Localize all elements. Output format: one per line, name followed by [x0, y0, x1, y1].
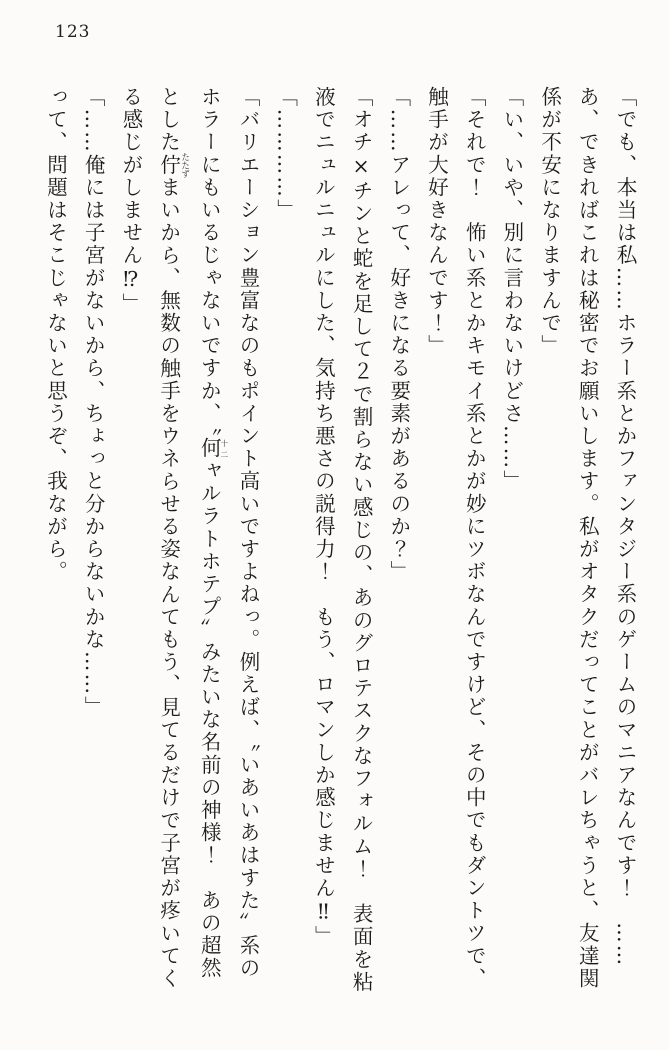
- text-line: 「それで！ 怖い系とかキモイ系とかが妙にツボなんですけど、その中でもダントツで、: [462, 86, 487, 990]
- line-segment: ホラーにもいるじゃないですか、〝: [197, 86, 222, 438]
- text-line: 「…………」: [273, 86, 298, 222]
- furigana-text: たたず: [179, 152, 190, 178]
- text-line: って、問題はそこじゃないと思うぞ、我ながら。: [43, 86, 68, 584]
- text-line: 触手が大好きなんです！」: [424, 86, 449, 358]
- furigana-ruby-annotation: [156, 152, 190, 178]
- line-segment: ャルラトホテプ〟みたいな名前の神様！ あの超然: [197, 459, 222, 980]
- text-line: 「い、いや、別に言わないけどさ……」: [499, 86, 524, 493]
- text-line: 「バリエーション豊富なのもポイント高いですよねっ。例えば、〝いあいあはすた〟系の: [235, 86, 260, 980]
- footnote-ruby-annotation: [197, 437, 229, 460]
- text-line: 「……アレって、好きになる要素があるのか？」: [386, 86, 411, 584]
- text-line: 「……俺には子宮がないから、ちょっと分からないかな……」: [81, 86, 106, 719]
- page-number: 123: [55, 22, 91, 42]
- line-segment: とした: [156, 86, 181, 154]
- ruby-base: 何: [197, 437, 222, 460]
- footnote-number: 十二: [219, 437, 229, 460]
- text-line: る感じがしません⁉」: [118, 86, 143, 316]
- text-line: 液でニュルニュルにした、気持ち悪さの説得力！ もう、ロマンしか感じません‼」: [311, 86, 336, 949]
- line-segment: まいから、無数の触手をウネらせる姿なんてもう、見てるだけで子宮が疼いてく: [156, 176, 181, 991]
- ruby-base: 佇: [156, 152, 181, 178]
- text-line: あ、できればこれは秘密でお願いします。私がオタクだってことがバレちゃうと、友達関: [575, 86, 600, 990]
- text-line: [190, 86, 229, 1016]
- text-line: 「オチ×チンと蛇を足して２で割らない感じの、あのグロテスクなフォルム！ 表面を粘: [349, 86, 374, 994]
- text-line: 係が不安になりますんで」: [537, 86, 562, 358]
- text-line: [149, 86, 190, 1016]
- text-line: 「でも、本当は私……ホラー系とかファンタジー系のゲームのマニアなんです！ ……: [613, 86, 637, 968]
- body-text: [36, 86, 643, 1016]
